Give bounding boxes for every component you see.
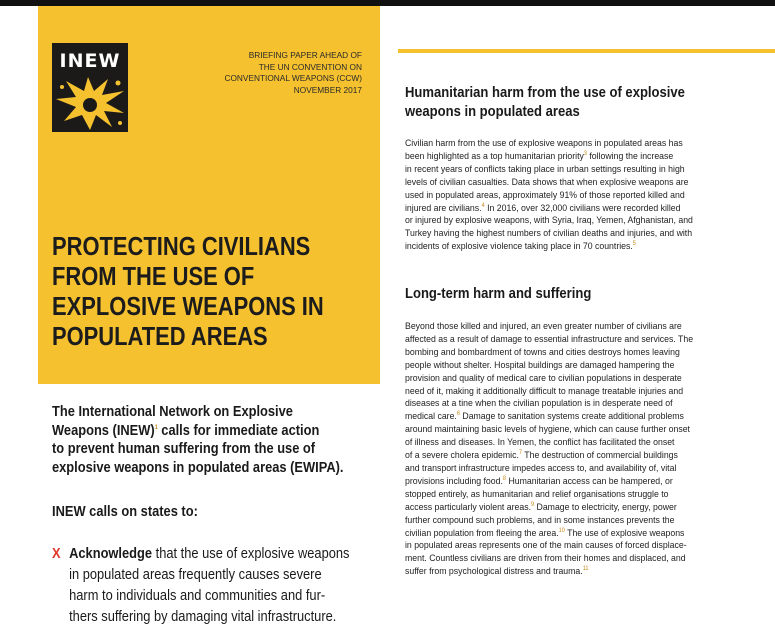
- text: In 2016, over 32,000 civilians were recorded killed: [484, 201, 681, 213]
- paragraph-line: [405, 240, 693, 253]
- section-paragraph: [405, 320, 693, 578]
- footnote-ref[interactable]: 7: [518, 449, 523, 456]
- intro-text: Weapons (INEW): [52, 422, 155, 439]
- logo-text: INEW: [59, 50, 121, 72]
- paragraph-line: in populated areas represents one of the main causes of forced displace-: [405, 539, 687, 551]
- briefing-line: NOVEMBER 2017: [293, 84, 362, 95]
- paragraph-line: ment. Countless civilians are driven from their homes and displaced, and: [405, 552, 686, 564]
- paragraph-line: need of it, making it additionally difficult to manage treatable injuries and: [405, 384, 684, 396]
- paragraph-line: [405, 410, 693, 423]
- bullet-text: [69, 544, 349, 628]
- paragraph-line: provision and quality of medical care to civilian populations in desperate: [405, 371, 682, 383]
- title-line: PROTECTING CIVILIANS: [52, 233, 311, 261]
- text: Damage to sanitation systems create additional problems: [459, 410, 684, 422]
- paragraph-line: [405, 501, 693, 514]
- intro-statement: [52, 403, 385, 477]
- paragraph-line: around maintaining basic levels of hygiene, which can cause further onset: [405, 423, 690, 435]
- briefing-line: CONVENTIONAL WEAPONS (CCW): [224, 73, 362, 83]
- paragraph-line: and transport infrastructure impedes access to, and availability of, vital: [405, 461, 677, 473]
- text: medical care.: [405, 410, 457, 422]
- bullet-line: in populated areas frequently causes severe: [69, 567, 322, 583]
- title-line: EXPLOSIVE WEAPONS IN: [52, 293, 324, 321]
- paragraph-line: [405, 565, 693, 578]
- bullet-text-part: that the use of explosive weapons: [152, 546, 350, 562]
- footnote-ref[interactable]: 1: [154, 424, 158, 431]
- text: of a severe cholera epidemic.: [405, 449, 519, 461]
- text: civilian population from fleeing the area.: [405, 526, 559, 538]
- heading-line: weapons in populated areas: [405, 104, 580, 120]
- explosion-icon: [52, 75, 128, 132]
- paragraph-line: [405, 449, 693, 462]
- paragraph-line: in recent years of conflicts taking place in urban settings resulting in high: [405, 162, 685, 174]
- paragraph-line: stopped entirely, as humanitarian and relief organisations struggle to: [405, 487, 669, 499]
- document-title: [52, 232, 327, 352]
- text: The destruction of commercial buildings: [522, 449, 678, 461]
- text: access particularly violent areas.: [405, 500, 532, 512]
- text: incidents of explosive violence taking place in 70 countries.: [405, 240, 633, 252]
- footnote-ref[interactable]: 8: [502, 475, 507, 482]
- paragraph-line: used in populated areas, approximately 91% of those reported killed and: [405, 188, 685, 200]
- paragraph-line: diseases at a tine when the civilian population is in desperate need of: [405, 397, 673, 409]
- footnote-ref[interactable]: 10: [558, 527, 565, 534]
- column-accent-rule: [398, 49, 775, 53]
- paragraph-line: Beyond those killed and injured, an even greater number of civilians are: [405, 320, 682, 331]
- paragraph-line: affected as a result of damage to essential infrastructure and services. The: [405, 332, 694, 344]
- bullet-keyword: Acknowledge: [69, 546, 153, 562]
- briefing-line: THE UN CONVENTION ON: [258, 61, 362, 72]
- intro-line: The International Network on Explosive: [52, 404, 293, 420]
- briefing-line: BRIEFING PAPER AHEAD OF: [248, 50, 362, 60]
- bullet-line: [69, 544, 349, 565]
- paragraph-line: people without shelter. Hospital buildings are damaged hampering the: [405, 358, 675, 370]
- title-line: POPULATED AREAS: [52, 323, 268, 351]
- paragraph-line: further compound such problems, and in some instances prevents the: [405, 513, 675, 525]
- intro-text: calls for immediate action: [157, 422, 320, 439]
- heading-line: Humanitarian harm from the use of explosive: [405, 85, 685, 101]
- text: following the increase: [586, 149, 674, 161]
- paragraph-line: of illness and diseases. In Yemen, the conflict has facilitated the onset: [405, 436, 675, 448]
- text: injured are civilians.: [405, 201, 482, 213]
- bullet-line: harm to individuals and communities and fur-: [69, 588, 326, 604]
- text: Humanitarian access can be hampered, or: [506, 474, 673, 486]
- paragraph-line: [405, 527, 693, 540]
- text: provisions including food.: [405, 474, 503, 486]
- footnote-ref[interactable]: 4: [481, 202, 485, 209]
- section-heading: [405, 84, 685, 122]
- footnote-ref[interactable]: 5: [632, 241, 636, 248]
- footnote-ref[interactable]: 3: [583, 150, 587, 157]
- intro-line: [52, 422, 385, 441]
- section-heading: Long-term harm and suffering: [405, 286, 592, 302]
- text: been highlighted as a top humanitarian priority: [405, 149, 584, 161]
- paragraph-line: [405, 150, 693, 163]
- paragraph-line: bombing and bombardment of towns and cities destroys homes leaving: [405, 345, 680, 357]
- text: suffer from psychological distress and trauma.: [405, 565, 583, 577]
- intro-line: explosive weapons in populated areas (EWIPA).: [52, 459, 344, 476]
- footnote-ref[interactable]: 9: [531, 501, 535, 508]
- bullet-x-icon: X: [52, 546, 61, 562]
- text: The use of explosive weapons: [564, 526, 685, 538]
- paragraph-line: [405, 202, 693, 215]
- intro-line: to prevent human suffering from the use of: [52, 441, 316, 457]
- text: Damage to electricity, energy, power: [534, 500, 677, 512]
- paragraph-line: or injured by explosive weapons, with Syria, Iraq, Yemen, Afghanistan, and: [405, 214, 693, 226]
- inew-logo: [52, 43, 128, 132]
- paragraph-line: Turkey having the highest numbers of civilian deaths and injuries, and with: [405, 227, 693, 239]
- paragraph-line: levels of civilian casualties. Data shows that when explosive weapons are: [405, 175, 689, 187]
- paragraph-line: Civilian harm from the use of explosive weapons in populated areas has: [405, 137, 683, 148]
- footnote-ref[interactable]: 6: [456, 411, 460, 418]
- title-line: FROM THE USE OF: [52, 263, 255, 291]
- calls-heading: INEW calls on states to:: [52, 504, 198, 520]
- footnote-ref[interactable]: 11: [582, 566, 589, 573]
- briefing-label: [224, 50, 362, 96]
- section-paragraph: [405, 137, 693, 253]
- paragraph-line: [405, 475, 693, 488]
- bullet-line: thers suffering by damaging vital infrastructure.: [69, 609, 337, 625]
